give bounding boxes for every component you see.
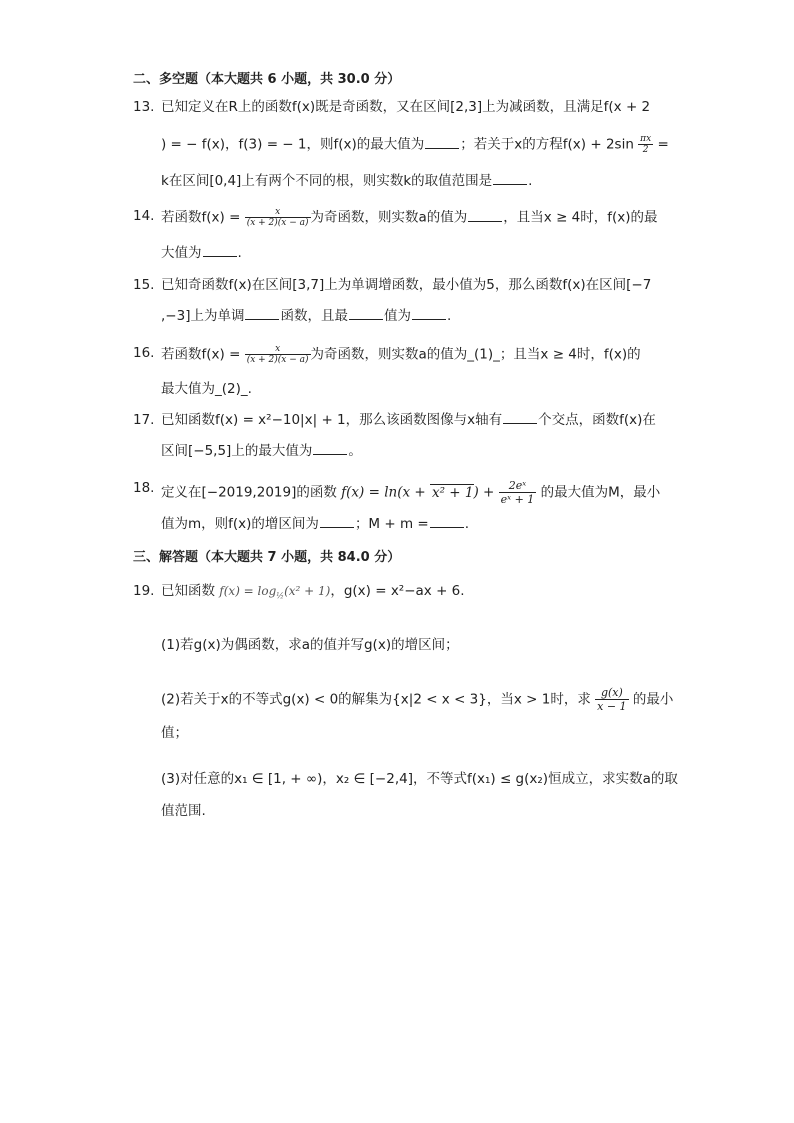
- q18-text-2b: ；M + m =: [354, 516, 429, 532]
- section-2-heading: 二、多空题（本大题共 6 小题，共 30.0 分）: [133, 72, 401, 87]
- q14-text-2b: .: [237, 245, 242, 261]
- q15-text-2a: ,−3]上为单调: [161, 308, 245, 324]
- section-3-heading: 三、解答题（本大题共 7 小题，共 84.0 分）: [133, 550, 401, 565]
- q17-text-2b: 。: [348, 443, 362, 459]
- q19-text-1a: 已知函数: [161, 583, 215, 599]
- answer-blank[interactable]: [245, 307, 279, 320]
- q19-part-2-text-b: 的最小: [632, 691, 674, 708]
- answer-blank[interactable]: [349, 307, 383, 320]
- answer-blank[interactable]: [412, 307, 446, 320]
- answer-blank[interactable]: [425, 136, 459, 149]
- q14-text-1c: ，且当x ≥ 4时，f(x)的最: [503, 209, 658, 226]
- answer-blank[interactable]: [320, 515, 354, 528]
- answer-blank[interactable]: [430, 515, 464, 528]
- q15-line-2: [161, 307, 451, 325]
- q19-part-3-continued: 值范围.: [161, 803, 206, 819]
- q19-part-1: (1)若g(x)为偶函数，求a的值并写g(x)的增区间；: [161, 637, 459, 653]
- q15-text-2c: 值为: [383, 308, 411, 324]
- answer-blank[interactable]: [468, 209, 502, 222]
- q17-line-2: [161, 442, 362, 460]
- q13-line-2: [161, 134, 669, 155]
- q19-line-1: [161, 582, 465, 606]
- q17-line-1: [161, 411, 656, 429]
- q18-text-2c: .: [464, 516, 470, 532]
- q14-text-1b: 为奇函数，则实数a的值为: [310, 209, 468, 226]
- question-number: 19.: [133, 583, 155, 599]
- q15-text-2b: 函数，且最: [280, 308, 348, 324]
- q16-fraction: $\frac{x}{(x + 2)(x - a)}$: [246, 344, 309, 365]
- q14-text-2a: 大值为: [161, 245, 202, 261]
- answer-blank[interactable]: [503, 411, 537, 424]
- question-number: 13.: [133, 99, 155, 115]
- q16-text-1b: 为奇函数，则实数a的值为_(1)_；且当x ≥ 4时，f(x)的: [310, 346, 641, 363]
- q18-line-1: [161, 479, 660, 506]
- q18-text-1b: 的最大值为M，最小: [540, 484, 661, 501]
- question-number: 18.: [133, 480, 155, 496]
- q16-text-1a: 若函数f(x) =: [161, 346, 241, 363]
- q19-part-3: (3)对任意的x₁ ∈ [1, + ∞)，x₂ ∈ [−2,4]，不等式f(x₁) ≤ g(x₂)恒成立，求实数a的取: [161, 771, 678, 787]
- q18-formula: f(x) = ln(x +: [341, 484, 430, 501]
- q18-line-2: [161, 515, 469, 533]
- q18-text-1a: 定义在[−2019,2019]的函数: [161, 484, 337, 501]
- q14-text-1a: 若函数f(x) =: [161, 209, 241, 226]
- q13-text-2b: ；若关于x的方程f(x) + 2sin: [460, 136, 634, 153]
- question-number: 17.: [133, 412, 155, 428]
- q13-line-3: [161, 172, 532, 190]
- q15-line-1: [161, 276, 651, 294]
- q17-text-1a: 已知函数f(x) = x²−10|x| + 1，那么该函数图像与x轴有: [161, 412, 503, 428]
- q18-text-2a: 值为m，则f(x)的增区间为: [161, 516, 319, 532]
- q19-fraction: $\frac{g(x)}{x - 1}$: [597, 686, 627, 713]
- q13-text-3b: .: [528, 173, 533, 189]
- q18-sqrt: x² + 1: [431, 484, 474, 501]
- q19-text-1b: ，g(x) = x²−ax + 6.: [330, 583, 465, 599]
- q19-formula-2: (x² + 1): [284, 584, 331, 598]
- q13-text-3a: k在区间[0,4]上有两个不同的根，则实数k的取值范围是: [161, 173, 493, 189]
- q19-part-2: [161, 686, 673, 713]
- q17-text-1b: 个交点，函数f(x)在: [538, 412, 656, 428]
- answer-blank[interactable]: [493, 172, 527, 185]
- question-number: 14.: [133, 208, 155, 224]
- q19-part-2-continued: 值；: [161, 725, 188, 741]
- q14-line-1: [161, 207, 658, 228]
- q18-formula-2: ) +: [473, 484, 495, 501]
- q16-text-2: 最大值为_(2)_.: [161, 381, 252, 397]
- q17-text-2a: 区间[−5,5]上的最大值为: [161, 443, 313, 459]
- q19-part-2-text-a: (2)若关于x的不等式g(x) < 0的解集为{x|2 < x < 3}，当x > 1时，求: [161, 691, 591, 708]
- q13-line-1: [161, 98, 650, 116]
- q13-fraction: $\frac{\pi x}{2}$: [640, 134, 652, 155]
- q13-text-2c: =: [657, 136, 669, 153]
- q13-text-2a: ) = − f(x)，f(3) = − 1，则f(x)的最大值为: [161, 136, 425, 153]
- q15-text-1: 已知奇函数f(x)在区间[3,7]上为单调增函数，最小值为5，那么函数f(x)在区间[−7: [161, 277, 652, 293]
- question-number: 15.: [133, 277, 155, 293]
- q13-text-1: 已知定义在R上的函数f(x)既是奇函数，又在区间[2,3]上为减函数，且满足f(x + 2: [161, 99, 651, 115]
- q14-fraction: $\frac{x}{(x + 2)(x - a)}$: [246, 207, 309, 228]
- answer-blank[interactable]: [313, 442, 347, 455]
- q15-text-2d: .: [446, 308, 452, 324]
- q16-line-1: [161, 344, 641, 365]
- q18-fraction: $\frac{\text{2eˣ}}{\text{eˣ + 1}}$: [500, 479, 535, 506]
- answer-blank[interactable]: [203, 244, 237, 257]
- q19-formula: f(x) = log: [219, 584, 277, 598]
- q14-line-2: [161, 244, 242, 262]
- q16-line-2: [161, 380, 252, 398]
- question-number: 16.: [133, 345, 155, 361]
- q19-log-base: ½: [276, 591, 285, 601]
